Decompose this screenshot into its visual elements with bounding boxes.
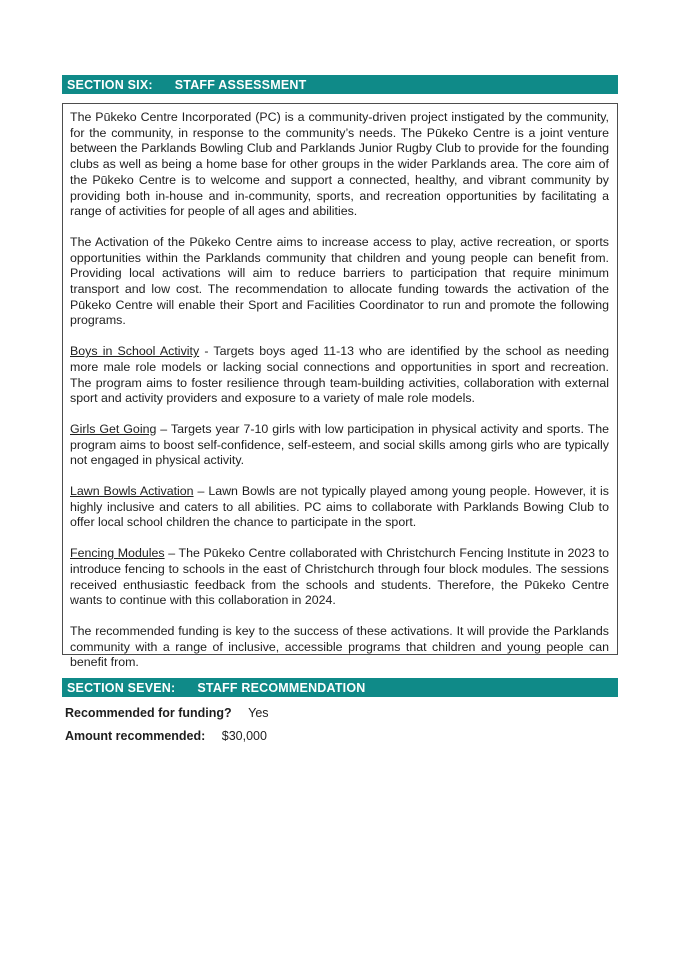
amount-recommended-label: Amount recommended: (65, 729, 206, 743)
assessment-paragraph: Fencing Modules – The Pūkeko Centre collaborated with Christchurch Fencing Institute in 2023 to introduce fencing to schools in the east of Christchurch through four block modules. The sessions received enthusiastic feedback from the schools and students. Therefore, the Pūkeko Centre wants to continue with this collaboration in 2024. (70, 546, 609, 608)
section-six-heading-prefix: SECTION SIX: (67, 77, 153, 92)
assessment-paragraph: The Pūkeko Centre Incorporated (PC) is a community-driven project instigated by the community, for the community, in response to the community’s needs. The Pūkeko Centre is a joint venture between the Parklands Bowling Club and Parklands Junior Rugby Club to provide for the founding clubs as well as being a home base for other groups in the wider Parklands area. The core aim of the Pūkeko Centre is to welcome and support a connected, healthy, and vibrant community by providing both in-house and in-community, sports, and recreation opportunities by facilitating a range of activities for people of all ages and abilities. (70, 110, 609, 219)
assessment-paragraph: Boys in School Activity - Targets boys aged 11-13 who are identified by the school as needing more male role models or lacking social connections and opportunities in sport and recreation. The program aims to foster resilience through team-building activities, collaboration with external sport and activity providers and exposure to a variety of male role models. (70, 344, 609, 406)
recommended-for-funding-label: Recommended for funding? (65, 706, 232, 720)
assessment-paragraph: The Activation of the Pūkeko Centre aims to increase access to play, active recreation, or sports opportunities within the Parklands community that children and young people can benefit from. Providing local activations will aim to reduce barriers to participation that require minimum transport and low cost. The recommendation to allocate funding towards the activation of the Pūkeko Centre will enable their Sport and Facilities Coordinator to run and promote the following programs. (70, 234, 609, 328)
assessment-paragraph: Lawn Bowls Activation – Lawn Bowls are not typically played among young people. However, it is highly inclusive and caters to all abilities. PC aims to collaborate with Parklands Bowing Club to offer local school children the chance to participate in the sport. (70, 484, 609, 530)
section-seven-header (62, 678, 618, 697)
program-name-underlined: Fencing Modules (70, 546, 165, 561)
staff-assessment-box (62, 103, 618, 670)
section-seven-heading-title: STAFF RECOMMENDATION (197, 680, 366, 695)
section-six-header (62, 75, 618, 94)
amount-recommended-value: $30,000 (221, 729, 267, 743)
assessment-paragraph: Girls Get Going – Targets year 7-10 girls with low participation in physical activity and sports. The program aims to boost self-confidence, self-esteem, and social skills among girls who are typically not engaged in physical activity. (70, 421, 609, 468)
assessment-paragraph: The recommended funding is key to the success of these activations. It will provide the Parklands community with a range of inclusive, accessible programs that children and young people can benefit from. (70, 623, 609, 670)
program-name-underlined: Boys in School Activity (70, 344, 200, 359)
program-name-underlined: Girls Get Going (70, 421, 157, 436)
section-seven-heading-prefix: SECTION SEVEN: (67, 680, 176, 695)
program-name-underlined: Lawn Bowls Activation (70, 484, 194, 499)
recommended-for-funding-value: Yes (248, 706, 269, 720)
amount-recommended-row (65, 729, 267, 743)
recommended-for-funding-row (65, 706, 269, 720)
section-six-heading-title: STAFF ASSESSMENT (174, 77, 307, 92)
